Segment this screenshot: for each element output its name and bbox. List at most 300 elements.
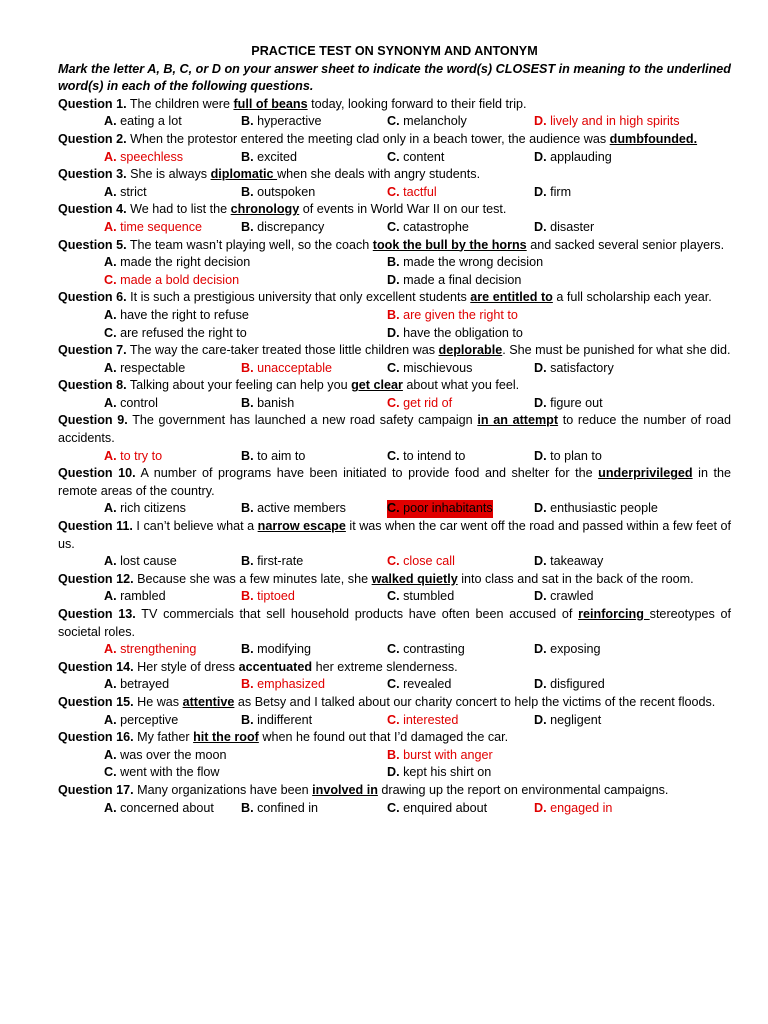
option-text: engaged in <box>546 800 613 815</box>
option-letter: A. <box>104 501 117 516</box>
option-c[interactable] <box>104 272 239 290</box>
option-text: to plan to <box>546 448 602 463</box>
option-a[interactable] <box>104 448 162 466</box>
option-c[interactable] <box>387 500 493 518</box>
option-c[interactable] <box>104 325 247 343</box>
option-text: crawled <box>546 589 594 604</box>
option-text: to aim to <box>253 448 306 463</box>
option-text: made a final decision <box>399 272 522 287</box>
options-row <box>58 149 731 167</box>
question-label: Question 3. <box>58 167 127 182</box>
option-a[interactable] <box>104 712 178 730</box>
option-a[interactable] <box>104 747 227 765</box>
option-b[interactable] <box>241 219 324 237</box>
option-c[interactable] <box>387 553 455 571</box>
option-d[interactable] <box>387 764 491 782</box>
question-label: Question 13. <box>58 607 136 621</box>
options-row <box>58 764 731 782</box>
question-stem <box>58 201 731 219</box>
option-text: takeaway <box>546 554 604 569</box>
option-c[interactable] <box>387 448 465 466</box>
option-letter: B. <box>241 554 254 569</box>
question-label: Question 11. <box>58 519 133 534</box>
option-d[interactable] <box>534 113 680 131</box>
option-letter: C. <box>387 712 400 727</box>
option-letter: D. <box>534 554 547 569</box>
question-stem <box>58 131 731 149</box>
option-letter: D. <box>534 395 547 410</box>
option-letter: B. <box>241 448 254 463</box>
option-d[interactable] <box>534 149 612 167</box>
option-letter: A. <box>104 307 117 322</box>
option-letter: D. <box>534 501 547 516</box>
option-b[interactable] <box>241 113 322 131</box>
question-text: We had to list the <box>126 202 231 217</box>
option-text: negligent <box>546 712 602 727</box>
option-text: mischievous <box>399 360 473 375</box>
option-text: perceptive <box>116 712 179 727</box>
question-text: her extreme slenderness. <box>312 659 458 674</box>
option-text: satisfactory <box>546 360 614 375</box>
underlined-target: dumbfounded. <box>609 131 698 146</box>
option-b[interactable] <box>241 800 318 818</box>
option-text: strengthening <box>116 642 197 657</box>
option-d[interactable] <box>387 325 523 343</box>
options-row <box>58 712 731 730</box>
question-stem <box>58 342 731 360</box>
option-text: to try to <box>116 448 163 463</box>
underlined-target: get clear <box>351 378 403 393</box>
question-10 <box>58 465 731 518</box>
option-letter: C. <box>387 554 400 569</box>
option-text: betrayed <box>116 677 170 692</box>
options-row <box>58 113 731 131</box>
option-text: unacceptable <box>253 360 333 375</box>
option-letter: A. <box>104 149 117 164</box>
question-text: stereotypes of societal roles. <box>58 607 731 639</box>
option-text: respectable <box>116 360 186 375</box>
question-11 <box>58 518 731 571</box>
option-letter: A. <box>104 448 117 463</box>
option-text: disfigured <box>546 677 605 692</box>
option-text: are given the right to <box>399 307 518 322</box>
underlined-target: accentuated <box>238 659 313 674</box>
question-14 <box>58 659 731 694</box>
option-letter: C. <box>104 765 117 780</box>
option-letter: C. <box>387 677 400 692</box>
option-a[interactable] <box>104 676 169 694</box>
question-text: when she deals with angry students. <box>277 167 481 182</box>
option-c[interactable] <box>387 641 465 659</box>
option-letter: A. <box>104 642 117 657</box>
option-letter: D. <box>387 325 400 340</box>
option-b[interactable] <box>241 448 305 466</box>
option-a[interactable] <box>104 219 202 237</box>
question-label: Question 9. <box>58 413 128 428</box>
option-text: disaster <box>546 219 595 234</box>
option-text: applauding <box>546 149 612 164</box>
option-text: went with the flow <box>116 765 220 780</box>
option-text: banish <box>253 395 295 410</box>
question-stem <box>58 606 731 641</box>
underlined-target: in an attempt <box>477 413 559 428</box>
option-b[interactable] <box>241 553 303 571</box>
question-text: My father <box>133 730 194 745</box>
question-label: Question 6. <box>58 290 127 305</box>
option-letter: C. <box>387 501 400 516</box>
question-text: Her style of dress <box>133 659 239 674</box>
option-text: lost cause <box>116 554 177 569</box>
option-text: burst with anger <box>399 747 493 762</box>
option-letter: D. <box>534 642 547 657</box>
option-letter: A. <box>104 395 117 410</box>
option-a[interactable] <box>104 307 249 325</box>
option-b[interactable] <box>241 712 312 730</box>
option-d[interactable] <box>534 641 601 659</box>
option-d[interactable] <box>534 588 594 606</box>
question-label: Question 1. <box>58 96 127 111</box>
underlined-target: took the bull by the horns <box>372 237 527 252</box>
question-text: The government has launched a new road safety campaign <box>127 413 478 428</box>
option-letter: C. <box>387 395 400 410</box>
option-text: made the right decision <box>116 255 251 270</box>
option-c[interactable] <box>387 184 437 202</box>
option-d[interactable] <box>534 184 571 202</box>
option-letter: C. <box>104 272 117 287</box>
option-letter: D. <box>534 800 547 815</box>
option-text: time sequence <box>116 219 203 234</box>
option-d[interactable] <box>534 219 594 237</box>
option-d[interactable] <box>387 272 521 290</box>
question-5 <box>58 237 731 290</box>
option-d[interactable] <box>534 500 658 518</box>
option-b[interactable] <box>387 747 493 765</box>
option-d[interactable] <box>534 676 605 694</box>
option-letter: D. <box>534 448 547 463</box>
option-letter: B. <box>241 712 254 727</box>
option-letter: B. <box>241 149 254 164</box>
option-b[interactable] <box>241 641 311 659</box>
question-text: The children were <box>126 96 234 111</box>
option-text: tiptoed <box>253 589 295 604</box>
option-b[interactable] <box>241 149 297 167</box>
question-text: today, looking forward to their field trip. <box>307 96 527 111</box>
question-text: a full scholarship each year. <box>552 290 712 305</box>
option-letter: B. <box>241 800 254 815</box>
question-text: The way the care-taker treated those little children was <box>126 343 439 358</box>
option-letter: A. <box>104 184 117 199</box>
option-letter: B. <box>241 395 254 410</box>
option-letter: A. <box>104 219 117 234</box>
option-b[interactable] <box>241 360 332 378</box>
options-row <box>58 395 731 413</box>
option-text: contrasting <box>399 642 465 657</box>
option-letter: A. <box>104 554 117 569</box>
question-text: I can’t believe what a <box>132 519 258 534</box>
option-text: concerned about <box>116 800 214 815</box>
option-b[interactable] <box>387 254 543 272</box>
options-row <box>58 800 731 818</box>
option-d[interactable] <box>534 800 612 818</box>
option-text: hyperactive <box>253 114 322 129</box>
options-row <box>58 184 731 202</box>
question-1 <box>58 96 731 131</box>
option-letter: C. <box>387 800 400 815</box>
question-label: Question 15. <box>58 694 134 709</box>
option-text: content <box>399 149 445 164</box>
option-letter: B. <box>241 360 254 375</box>
option-letter: C. <box>387 448 400 463</box>
options-row <box>58 272 731 290</box>
option-c[interactable] <box>387 149 444 167</box>
document-title: PRACTICE TEST ON SYNONYM AND ANTONYM <box>251 44 538 58</box>
options-row <box>58 325 731 343</box>
option-text: rich citizens <box>116 501 186 516</box>
option-letter: D. <box>534 677 547 692</box>
question-13 <box>58 606 731 659</box>
option-c[interactable] <box>387 588 454 606</box>
question-6 <box>58 289 731 342</box>
option-letter: D. <box>534 114 547 129</box>
question-text: into class and sat in the back of the room. <box>457 571 694 586</box>
option-letter: C. <box>387 642 400 657</box>
question-4 <box>58 201 731 236</box>
option-text: exposing <box>546 642 601 657</box>
options-row <box>58 219 731 237</box>
question-stem <box>58 377 731 395</box>
option-letter: B. <box>387 747 400 762</box>
options-row <box>58 448 731 466</box>
question-label: Question 12. <box>58 571 134 586</box>
option-text: catastrophe <box>399 219 469 234</box>
option-letter: C. <box>387 184 400 199</box>
option-a[interactable] <box>104 553 177 571</box>
options-row <box>58 500 731 518</box>
option-text: outspoken <box>253 184 316 199</box>
option-a[interactable] <box>104 360 185 378</box>
option-text: speechless <box>116 149 184 164</box>
option-text: are refused the right to <box>116 325 247 340</box>
underlined-target: are entitled to <box>470 290 553 305</box>
question-list <box>58 96 731 817</box>
underlined-target: narrow escape <box>257 519 346 534</box>
question-text: drawing up the report on environmental campaigns. <box>377 782 669 797</box>
question-text: A number of programs have been initiated to provide food and shelter for the <box>135 466 599 481</box>
option-letter: B. <box>241 677 254 692</box>
question-label: Question 10. <box>58 466 136 481</box>
option-letter: A. <box>104 800 117 815</box>
question-16 <box>58 729 731 782</box>
question-text: . She must be punished for what she did. <box>502 343 731 358</box>
option-text: enquired about <box>399 800 488 815</box>
question-text: about what you feel. <box>402 378 520 393</box>
option-a[interactable] <box>104 184 147 202</box>
option-c[interactable] <box>104 764 220 782</box>
option-text: tactful <box>399 184 437 199</box>
option-text: have the right to refuse <box>116 307 249 322</box>
question-label: Question 14. <box>58 659 134 674</box>
option-letter: D. <box>534 219 547 234</box>
question-text: It is such a prestigious university that only excellent students <box>126 290 471 305</box>
option-a[interactable] <box>104 800 214 818</box>
option-b[interactable] <box>241 588 295 606</box>
options-row <box>58 307 731 325</box>
underlined-target: reinforcing <box>578 607 650 621</box>
question-text: as Betsy and I talked about our charity concert to help the victims of the recent floods. <box>234 694 716 709</box>
question-text: Many organizations have been <box>133 782 313 797</box>
question-text: When the protestor entered the meeting clad only in a beach tower, the audience was <box>126 131 610 146</box>
option-d[interactable] <box>534 712 601 730</box>
option-d[interactable] <box>534 395 603 413</box>
options-row <box>58 360 731 378</box>
option-text: to intend to <box>399 448 466 463</box>
options-row <box>58 588 731 606</box>
question-label: Question 2. <box>58 131 127 146</box>
underlined-target: underprivileged <box>598 466 693 481</box>
question-stem <box>58 96 731 114</box>
option-letter: A. <box>104 589 117 604</box>
option-letter: B. <box>241 589 254 604</box>
option-b[interactable] <box>241 184 315 202</box>
option-text: active members <box>253 501 346 516</box>
option-c[interactable] <box>387 676 451 694</box>
options-row <box>58 254 731 272</box>
option-a[interactable] <box>104 149 183 167</box>
option-letter: D. <box>534 184 547 199</box>
option-text: strict <box>116 184 147 199</box>
question-text: to reduce the number of road accidents. <box>58 413 732 446</box>
option-a[interactable] <box>104 113 182 131</box>
option-letter: B. <box>387 255 400 270</box>
option-letter: A. <box>104 712 117 727</box>
option-d[interactable] <box>534 360 614 378</box>
option-letter: B. <box>241 219 254 234</box>
option-c[interactable] <box>387 800 487 818</box>
option-a[interactable] <box>104 588 166 606</box>
option-text: indifferent <box>253 712 313 727</box>
option-c[interactable] <box>387 219 469 237</box>
question-12 <box>58 571 731 606</box>
question-stem <box>58 465 731 500</box>
option-c[interactable] <box>387 395 452 413</box>
option-letter: C. <box>387 149 400 164</box>
underlined-target: diplomatic <box>210 167 278 182</box>
option-a[interactable] <box>104 254 250 272</box>
option-text: kept his shirt on <box>399 765 492 780</box>
option-text: emphasized <box>253 677 325 692</box>
option-letter: D. <box>387 272 400 287</box>
option-letter: D. <box>387 765 400 780</box>
option-b[interactable] <box>241 395 294 413</box>
option-letter: B. <box>387 307 400 322</box>
question-stem <box>58 237 731 255</box>
underlined-target: walked quietly <box>371 571 458 586</box>
option-letter: B. <box>241 501 254 516</box>
question-stem <box>58 729 731 747</box>
option-text: firm <box>546 184 572 199</box>
question-text: Talking about your feeling can help you <box>126 378 352 393</box>
question-15 <box>58 694 731 729</box>
option-letter: C. <box>387 589 400 604</box>
option-d[interactable] <box>534 448 602 466</box>
option-text: confined in <box>253 800 319 815</box>
option-letter: A. <box>104 747 117 762</box>
question-text: of events in World War II on our test. <box>299 202 507 217</box>
question-stem <box>58 694 731 712</box>
option-letter: A. <box>104 255 117 270</box>
option-text: melancholy <box>399 114 467 129</box>
option-letter: C. <box>104 325 117 340</box>
question-7 <box>58 342 731 377</box>
question-stem <box>58 518 731 553</box>
option-d[interactable] <box>534 553 603 571</box>
option-letter: A. <box>104 677 117 692</box>
options-row <box>58 676 731 694</box>
option-b[interactable] <box>241 500 346 518</box>
question-8 <box>58 377 731 412</box>
option-c[interactable] <box>387 712 458 730</box>
option-letter: B. <box>241 184 254 199</box>
option-c[interactable] <box>387 113 467 131</box>
option-c[interactable] <box>387 360 472 378</box>
question-text: when he found out that I’d damaged the car. <box>258 730 509 745</box>
question-text: in the remote areas of the country. <box>58 466 731 498</box>
question-label: Question 7. <box>58 343 127 358</box>
option-text: stumbled <box>399 589 455 604</box>
question-text: He was <box>133 694 183 709</box>
option-letter: C. <box>387 219 400 234</box>
option-text: excited <box>253 149 297 164</box>
option-text: close call <box>399 554 455 569</box>
option-letter: D. <box>534 589 547 604</box>
option-a[interactable] <box>104 641 196 659</box>
option-letter: C. <box>387 114 400 129</box>
option-text: eating a lot <box>116 114 182 129</box>
option-text: control <box>116 395 158 410</box>
option-text: get rid of <box>399 395 453 410</box>
option-letter: B. <box>241 642 254 657</box>
question-label: Question 17. <box>58 782 134 797</box>
option-letter: D. <box>534 360 547 375</box>
option-text: discrepancy <box>253 219 325 234</box>
question-3 <box>58 166 731 201</box>
question-stem <box>58 166 731 184</box>
question-stem <box>58 412 731 447</box>
question-stem <box>58 782 731 800</box>
question-text: Because she was a few minutes late, she <box>133 571 372 586</box>
question-label: Question 4. <box>58 202 127 217</box>
option-b[interactable] <box>241 676 325 694</box>
question-text: She is always <box>126 167 211 182</box>
question-stem <box>58 659 731 677</box>
question-label: Question 16. <box>58 730 134 745</box>
question-text: The team wasn’t playing well, so the coach <box>126 237 373 252</box>
option-text: have the obligation to <box>399 325 523 340</box>
option-text: figure out <box>546 395 603 410</box>
option-letter: A. <box>104 360 117 375</box>
question-17 <box>58 782 731 817</box>
options-row <box>58 641 731 659</box>
option-text: first-rate <box>253 554 304 569</box>
question-9 <box>58 412 731 465</box>
underlined-target: hit the roof <box>193 730 259 745</box>
option-letter: A. <box>104 114 117 129</box>
option-text: modifying <box>253 642 311 657</box>
option-a[interactable] <box>104 500 186 518</box>
option-b[interactable] <box>387 307 518 325</box>
question-label: Question 8. <box>58 378 127 393</box>
option-a[interactable] <box>104 395 158 413</box>
